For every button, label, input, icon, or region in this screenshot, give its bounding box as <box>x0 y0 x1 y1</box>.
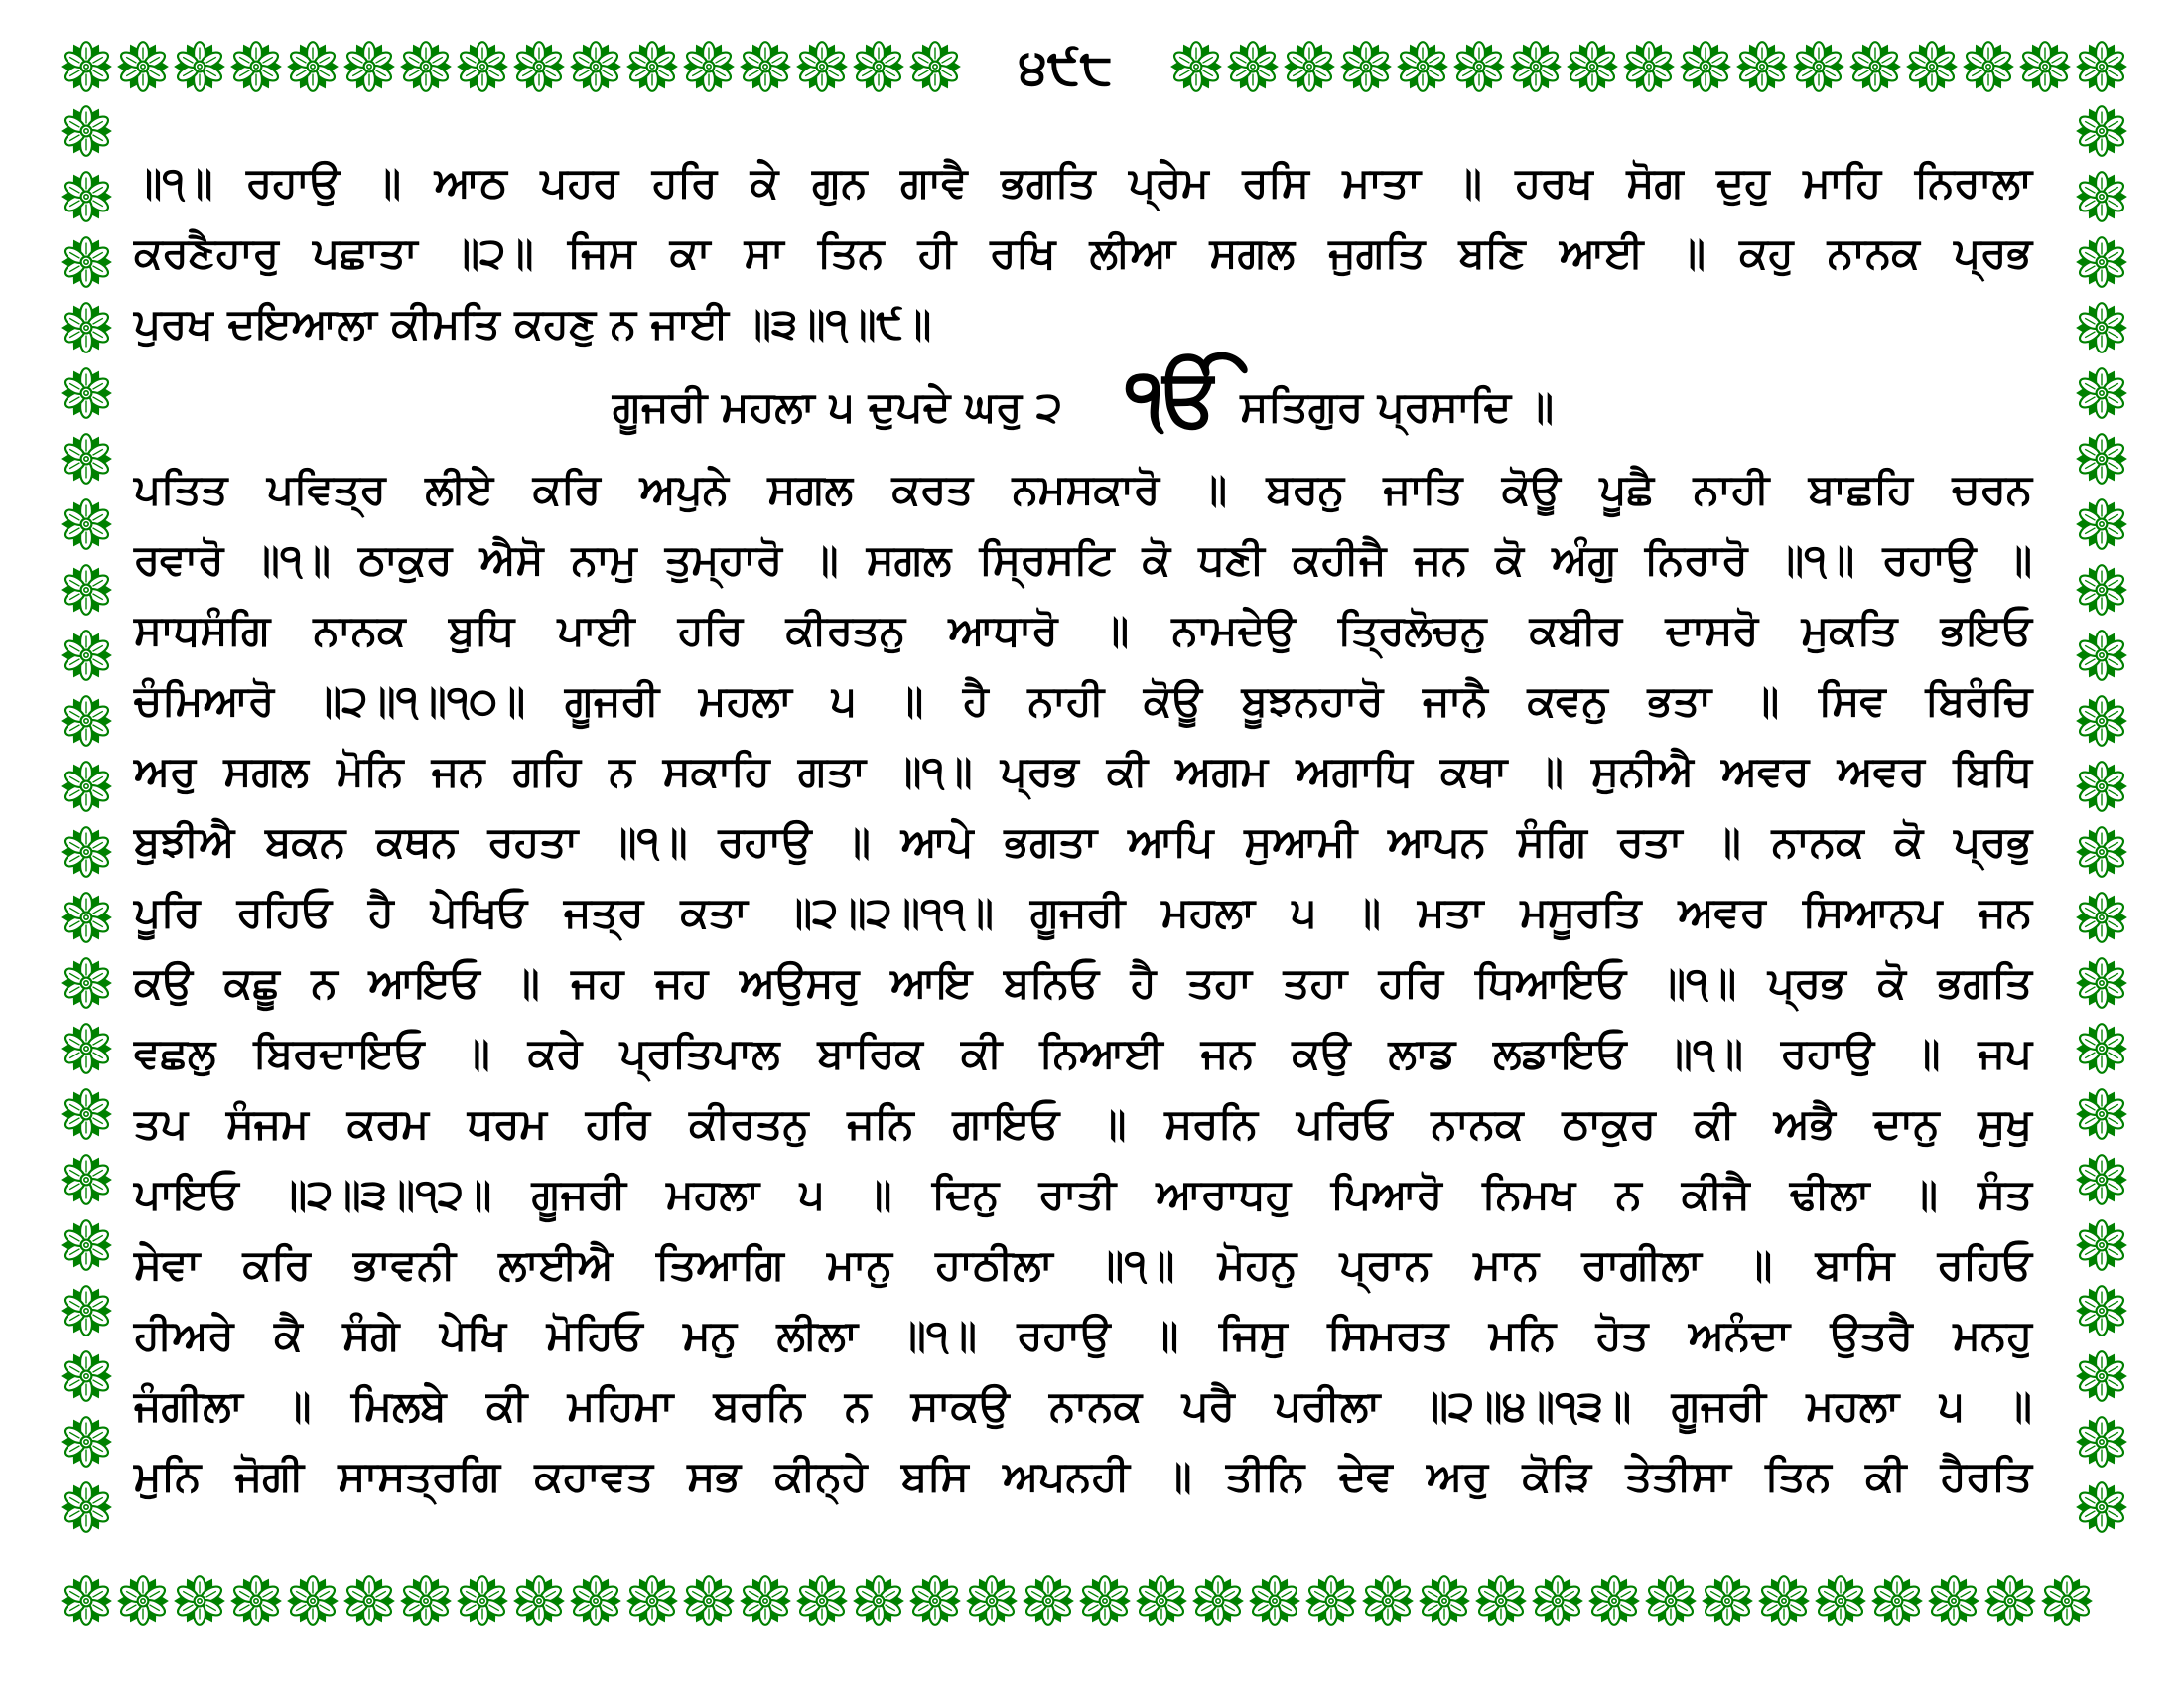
flower-icon <box>60 235 113 289</box>
flower-icon <box>229 1574 283 1627</box>
flower-icon <box>1905 40 1959 93</box>
flower-icon <box>1927 1574 1980 1627</box>
scripture-line: ਕਉ ਕਛੂ ਨ ਆਇਓ ॥ ਜਹ ਜਹ ਅਉਸਰੁ ਆਇ ਬਨਿਓ ਹੈ ਤਹਾ ਤਹਾ ਹਰਿ ਧਿਆਇਓ ॥੧॥ ਪ੍ਰਭ ਕੋ ਭਗਤਿ <box>134 958 2032 1007</box>
flower-icon <box>60 1415 113 1469</box>
right-border <box>2075 104 2128 1534</box>
flower-icon <box>229 40 283 93</box>
flower-icon <box>60 170 113 223</box>
flower-icon <box>795 40 849 93</box>
flower-icon <box>173 1574 226 1627</box>
flower-icon <box>2075 1087 2128 1141</box>
flower-icon <box>1339 40 1393 93</box>
flower-icon <box>512 40 566 93</box>
flower-icon <box>456 40 509 93</box>
scripture-line: ਪਤਿਤ ਪਵਿਤ੍ਰ ਲੀਏ ਕਰਿ ਅਪੁਨੇ ਸਗਲ ਕਰਤ ਨਮਸਕਾਰੋ ॥ ਬਰਨੁ ਜਾਤਿ ਕੋਊ ਪੂਛੈ ਨਾਹੀ ਬਾਛਹਿ ਚਰਨ <box>134 465 2032 513</box>
flower-icon <box>1587 1574 1641 1627</box>
left-border <box>60 104 113 1534</box>
flower-icon <box>116 40 170 93</box>
top-border-flowers-right <box>1169 40 2128 93</box>
flower-icon <box>1361 1574 1415 1627</box>
section-header-title: ਗੂਜਰੀ ਮਹਲਾ ੫ ਦੁਪਦੇ ਘਰੁ ੨ <box>612 382 1063 431</box>
flower-icon <box>1474 1574 1528 1627</box>
scripture-line: ਚੰਮਿਆਰੋ ॥੨॥੧॥੧੦॥ ਗੂਜਰੀ ਮਹਲਾ ੫ ॥ ਹੈ ਨਾਹੀ ਕੋਊ ਬੂਝਨਹਾਰੋ ਜਾਨੈ ਕਵਨੁ ਭਤਾ ॥ ਸਿਵ ਬਿਰੰਚਿ <box>134 676 2032 725</box>
ik-onkar-symbol: ੴ <box>1126 352 1223 444</box>
flower-icon <box>60 891 113 944</box>
flower-icon <box>682 40 736 93</box>
flower-icon <box>60 563 113 617</box>
flower-icon <box>2075 825 2128 879</box>
scripture-text <box>134 147 2032 1511</box>
flower-icon <box>1078 1574 1132 1627</box>
flower-icon <box>286 1574 340 1627</box>
scripture-line: ਸੇਵਾ ਕਰਿ ਭਾਵਨੀ ਲਾਈਐ ਤਿਆਗਿ ਮਾਨੁ ਹਾਠੀਲਾ ॥੧॥ ਮੋਹਨੁ ਪ੍ਰਾਨ ਮਾਨ ਰਾਗੀਲਾ ॥ ਬਾਸਿ ਰਹਿਓ <box>134 1240 2032 1289</box>
flower-icon <box>60 40 113 93</box>
scripture-line: ਬੁਝੀਐ ਬਕਨ ਕਥਨ ਰਹਤਾ ॥੧॥ ਰਹਾਉ ॥ ਆਪੇ ਭਗਤਾ ਆਪਿ ਸੁਆਮੀ ਆਪਨ ਸੰਗਿ ਰਤਾ ॥ ਨਾਨਕ ਕੋ ਪ੍ਰਭੁ <box>134 817 2032 866</box>
flower-icon <box>2075 563 2128 617</box>
flower-icon <box>1848 40 1902 93</box>
scripture-line: ਤਪ ਸੰਜਮ ਕਰਮ ਧਰਮ ਹਰਿ ਕੀਰਤਨੁ ਜਨਿ ਗਾਇਓ ॥ ਸਰਨਿ ਪਰਿਓ ਨਾਨਕ ਠਾਕੁਰ ਕੀ ਅਭੈ ਦਾਨੁ ਸੁਖੁ <box>134 1099 2032 1148</box>
flower-icon <box>1622 40 1676 93</box>
flower-icon <box>1701 1574 1754 1627</box>
flower-icon <box>1283 40 1336 93</box>
flower-icon <box>2075 40 2128 93</box>
page-number: ੪੯੮ <box>1019 38 1113 95</box>
scripture-line: ਕਰਣੈਹਾਰੁ ਪਛਾਤਾ ॥੨॥ ਜਿਸ ਕਾ ਸਾ ਤਿਨ ਹੀ ਰਖਿ ਲੀਆ ਸਗਲ ਜੁਗਤਿ ਬਣਿ ਆਈ ॥ ਕਹੁ ਨਾਨਕ ਪ੍ਰਭ <box>134 228 2032 277</box>
flower-icon <box>286 40 340 93</box>
flower-icon <box>1226 40 1280 93</box>
flower-icon <box>456 1574 509 1627</box>
flower-icon <box>60 1087 113 1141</box>
scripture-line: ਅਰੁ ਸਗਲ ਮੋਨਿ ਜਨ ਗਹਿ ਨ ਸਕਾਹਿ ਗਤਾ ॥੧॥ ਪ੍ਰਭ ਕੀ ਅਗਮ ਅਗਾਧਿ ਕਥਾ ॥ ਸੁਨੀਐ ਅਵਰ ਅਵਰ ਬਿਧਿ <box>134 747 2032 795</box>
flower-icon <box>60 629 113 682</box>
flower-icon <box>1735 40 1789 93</box>
flower-icon <box>60 825 113 879</box>
flower-icon <box>60 366 113 420</box>
flower-icon <box>2075 170 2128 223</box>
flower-icon <box>1962 40 2015 93</box>
flower-icon <box>399 40 453 93</box>
scripture-line: ਰਵਾਰੋ ॥੧॥ ਠਾਕੁਰ ਐਸੋ ਨਾਮੁ ਤੁਮ੍ਹਾਰੋ ॥ ਸਗਲ ਸ੍ਰਿਸਟਿ ਕੋ ਧਣੀ ਕਹੀਜੈ ਜਨ ਕੋ ਅੰਗੁ ਨਿਰਾਰੋ ॥੧॥ ਰਹਾਉ ॥ <box>134 535 2032 584</box>
flower-icon <box>2018 40 2072 93</box>
flower-icon <box>399 1574 453 1627</box>
scripture-line: ਹੀਅਰੇ ਕੈ ਸੰਗੇ ਪੇਖਿ ਮੋਹਿਓ ਮਨੁ ਲੀਲਾ ॥੧॥ ਰਹਾਉ ॥ ਜਿਸੁ ਸਿਮਰਤ ਮਨਿ ਹੋਤ ਅਨੰਦਾ ਉਤਰੈ ਮਨਹੁ <box>134 1311 2032 1359</box>
flower-icon <box>60 1349 113 1403</box>
top-border <box>60 40 2128 93</box>
flower-icon <box>1418 1574 1471 1627</box>
flower-icon <box>1531 1574 1584 1627</box>
flower-icon <box>1248 1574 1301 1627</box>
scripture-line: ਸਾਧਸੰਗਿ ਨਾਨਕ ਬੁਧਿ ਪਾਈ ਹਰਿ ਕੀਰਤਨੁ ਆਧਾਰੋ ॥ ਨਾਮਦੇਉ ਤ੍ਰਿਲੋਚਨੁ ਕਬੀਰ ਦਾਸਰੋ ਮੁਕਤਿ ਭਇਓ <box>134 606 2032 654</box>
flower-icon <box>60 497 113 551</box>
flower-icon <box>116 1574 170 1627</box>
flower-icon <box>682 1574 736 1627</box>
flower-icon <box>1792 40 1845 93</box>
flower-icon <box>795 1574 849 1627</box>
flower-icon <box>60 1480 113 1534</box>
flower-icon <box>1135 1574 1188 1627</box>
section-header <box>134 352 2032 450</box>
flower-icon <box>2075 1218 2128 1272</box>
flower-icon <box>173 40 226 93</box>
flower-icon <box>2075 1022 2128 1075</box>
flower-icon <box>1870 1574 1924 1627</box>
flower-icon <box>2075 1349 2128 1403</box>
flower-icon <box>908 40 962 93</box>
flower-icon <box>1566 40 1619 93</box>
flower-icon <box>739 1574 792 1627</box>
top-border-flowers-left <box>60 40 962 93</box>
flower-icon <box>2075 104 2128 158</box>
flower-icon <box>1983 1574 2037 1627</box>
scripture-line: ਪੁਰਖ ਦਇਆਲਾ ਕੀਮਤਿ ਕਹਣੁ ਨ ਜਾਈ ॥੩॥੧॥੯॥ <box>134 299 932 348</box>
flower-icon <box>569 1574 622 1627</box>
flower-icon <box>852 1574 905 1627</box>
flower-icon <box>1396 40 1449 93</box>
flower-icon <box>2040 1574 2094 1627</box>
flower-icon <box>60 1574 113 1627</box>
flower-icon <box>60 956 113 1010</box>
flower-icon <box>1509 40 1563 93</box>
flower-icon <box>2075 1480 2128 1534</box>
flower-icon <box>342 1574 396 1627</box>
flower-icon <box>2075 891 2128 944</box>
flower-icon <box>60 1022 113 1075</box>
scripture-line: ਪਾਇਓ ॥੨॥੩॥੧੨॥ ਗੂਜਰੀ ਮਹਲਾ ੫ ॥ ਦਿਨੁ ਰਾਤੀ ਆਰਾਧਹੁ ਪਿਆਰੋ ਨਿਮਖ ਨ ਕੀਜੈ ਢੀਲਾ ॥ ਸੰਤ <box>134 1170 2032 1218</box>
scripture-line: ਜੰਗੀਲਾ ॥ ਮਿਲਬੇ ਕੀ ਮਹਿਮਾ ਬਰਨਿ ਨ ਸਾਕਉ ਨਾਨਕ ਪਰੈ ਪਰੀਲਾ ॥੨॥੪॥੧੩॥ ਗੂਜਰੀ ਮਹਲਾ ੫ ॥ <box>134 1381 2032 1430</box>
flower-icon <box>60 301 113 354</box>
scripture-line: ਪੂਰਿ ਰਹਿਓ ਹੈ ਪੇਖਿਓ ਜਤ੍ਰ ਕਤਾ ॥੨॥੨॥੧੧॥ ਗੂਜਰੀ ਮਹਲਾ ੫ ॥ ਮਤਾ ਮਸੂਰਤਿ ਅਵਰ ਸਿਆਨਪ ਜਨ <box>134 888 2032 936</box>
flower-icon <box>60 104 113 158</box>
flower-icon <box>965 1574 1019 1627</box>
flower-icon <box>60 432 113 486</box>
bottom-border <box>60 1574 2094 1627</box>
flower-icon <box>1757 1574 1811 1627</box>
flower-icon <box>2075 432 2128 486</box>
scripture-line: ॥੧॥ ਰਹਾਉ ॥ ਆਠ ਪਹਰ ਹਰਿ ਕੇ ਗੁਨ ਗਾਵੈ ਭਗਤਿ ਪ੍ਰੇਮ ਰਸਿ ਮਾਤਾ ॥ ਹਰਖ ਸੋਗ ਦੁਹੁ ਮਾਹਿ ਨਿਰਾਲਾ <box>134 158 2032 207</box>
flower-icon <box>1022 1574 1075 1627</box>
flower-icon <box>2075 760 2128 813</box>
flower-icon <box>2075 1284 2128 1337</box>
scripture-line: ਵਛਲੁ ਬਿਰਦਾਇਓ ॥ ਕਰੇ ਪ੍ਰਤਿਪਾਲ ਬਾਰਿਕ ਕੀ ਨਿਆਈ ਜਨ ਕਉ ਲਾਡ ਲਡਾਇਓ ॥੧॥ ਰਹਾਉ ॥ ਜਪ <box>134 1029 2032 1077</box>
flower-icon <box>2075 301 2128 354</box>
flower-icon <box>852 40 905 93</box>
flower-icon <box>1644 1574 1698 1627</box>
flower-icon <box>2075 366 2128 420</box>
flower-icon <box>1169 40 1223 93</box>
flower-icon <box>2075 956 2128 1010</box>
flower-icon <box>908 1574 962 1627</box>
flower-icon <box>1814 1574 1867 1627</box>
flower-icon <box>60 1218 113 1272</box>
flower-icon <box>342 40 396 93</box>
flower-icon <box>60 1153 113 1206</box>
flower-icon <box>2075 1415 2128 1469</box>
flower-icon <box>739 40 792 93</box>
flower-icon <box>60 1284 113 1337</box>
flower-icon <box>2075 629 2128 682</box>
flower-icon <box>2075 235 2128 289</box>
flower-icon <box>60 694 113 748</box>
flower-icon <box>2075 1153 2128 1206</box>
flower-icon <box>512 1574 566 1627</box>
flower-icon <box>1304 1574 1358 1627</box>
flower-icon <box>2075 497 2128 551</box>
flower-icon <box>625 40 679 93</box>
flower-icon <box>1452 40 1506 93</box>
flower-icon <box>625 1574 679 1627</box>
section-header-invocation: ਸਤਿਗੁਰ ਪ੍ਰਸਾਦਿ ॥ <box>1240 382 1555 431</box>
flower-icon <box>60 760 113 813</box>
flower-icon <box>569 40 622 93</box>
scripture-line: ਮੁਨਿ ਜੋਗੀ ਸਾਸਤ੍ਰਗਿ ਕਹਾਵਤ ਸਭ ਕੀਨ੍ਹੇ ਬਸਿ ਅਪਨਹੀ ॥ ਤੀਨਿ ਦੇਵ ਅਰੁ ਕੋੜਿ ਤੇਤੀਸਾ ਤਿਨ ਕੀ ਹੈਰਤਿ <box>134 1452 2032 1500</box>
flower-icon <box>1679 40 1732 93</box>
flower-icon <box>1191 1574 1245 1627</box>
flower-icon <box>2075 694 2128 748</box>
